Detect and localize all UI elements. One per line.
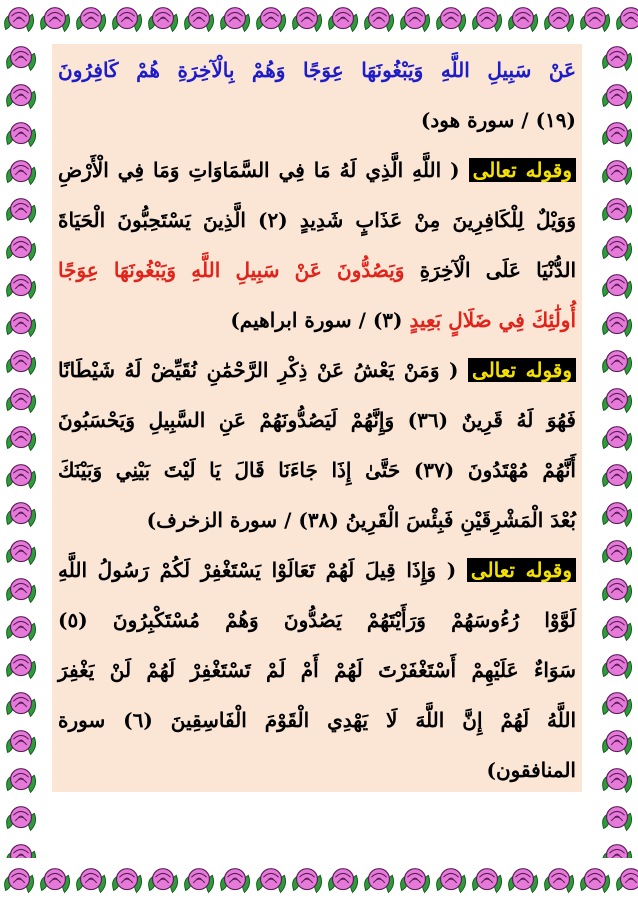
rose-flower-icon: [360, 1, 398, 39]
rose-flower-icon: [396, 1, 434, 39]
verse-text: ( اللَّهِ الَّذِي لَهُ مَا فِي السَّمَاوَاتِ وَمَا فِي الْأَرْضِ: [58, 158, 469, 182]
text-line: [58, 400, 576, 440]
text-line: [58, 100, 576, 140]
rose-flower-icon: [2, 496, 40, 534]
rose-flower-icon: [598, 344, 636, 382]
rose-flower-icon: [598, 116, 636, 154]
rose-flower-icon: [598, 154, 636, 192]
rose-flower-icon: [396, 862, 434, 900]
rose-flower-icon: [598, 648, 636, 686]
rose-flower-icon: [180, 862, 218, 900]
rose-flower-icon: [598, 762, 636, 800]
heading-label: وقوله تعالى: [467, 558, 576, 582]
rose-flower-icon: [598, 420, 636, 458]
rose-flower-icon: [144, 1, 182, 39]
heading-label: وقوله تعالى: [469, 158, 576, 182]
rose-flower-icon: [432, 862, 470, 900]
rose-flower-icon: [2, 306, 40, 344]
text-line: [58, 700, 576, 740]
verse-text: (١٩) / سورة هود): [420, 108, 576, 132]
rose-flower-icon: [598, 724, 636, 762]
text-line: [58, 750, 576, 790]
rose-flower-icon: [540, 1, 578, 39]
rose-flower-icon: [2, 116, 40, 154]
heading-label: وقوله تعالى: [468, 358, 576, 382]
text-line: [58, 550, 576, 590]
verse-text: فَهُوَ لَهُ قَرِينٌ (٣٦) وَإِنَّهُمْ لَيَصُدُّونَهُمْ عَنِ السَّبِيلِ وَيَحْسَبُونَ: [58, 408, 576, 432]
rose-flower-icon: [540, 862, 578, 900]
rose-flower-icon: [612, 1, 638, 39]
rose-flower-icon: [180, 1, 218, 39]
verse-text: سَوَاءٌ عَلَيْهِمْ أَسْتَغْفَرْتَ لَهُمْ أَمْ لَمْ تَسْتَغْفِرْ لَهُمْ لَنْ يَغْفِرَ: [58, 658, 576, 682]
rose-flower-icon: [216, 1, 254, 39]
rose-flower-icon: [216, 862, 254, 900]
rose-flower-icon: [36, 1, 74, 39]
rose-flower-icon: [504, 1, 542, 39]
text-line: [58, 450, 576, 490]
rose-flower-icon: [2, 344, 40, 382]
verse-text: (٣) / سورة ابراهيم): [230, 308, 410, 332]
rose-flower-icon: [2, 800, 40, 838]
rose-flower-icon: [2, 838, 40, 858]
text-line: [58, 200, 576, 240]
text-line: [58, 50, 576, 90]
rose-flower-icon: [598, 458, 636, 496]
rose-flower-icon: [2, 762, 40, 800]
rose-flower-icon: [432, 1, 470, 39]
text-line: [58, 250, 576, 290]
rose-flower-icon: [2, 192, 40, 230]
rose-flower-icon: [598, 496, 636, 534]
rose-flower-icon: [36, 862, 74, 900]
rose-flower-icon: [2, 420, 40, 458]
rose-flower-icon: [598, 610, 636, 648]
rose-flower-icon: [2, 40, 40, 78]
rose-flower-icon: [72, 1, 110, 39]
text-line: [58, 650, 576, 690]
rose-flower-icon: [324, 862, 362, 900]
rose-flower-icon: [468, 862, 506, 900]
verse-text: عَنْ سَبِيلِ اللَّهِ وَيَبْغُونَهَا عِوَجًا وَهُمْ بِالْآخِرَةِ هُمْ كَافِرُونَ: [58, 58, 576, 82]
verse-text: أَنَّهُمْ مُهْتَدُونَ (٣٧) حَتَّىٰ إِذَا جَاءَنَا قَالَ يَا لَيْتَ بَيْنِي وَبَيْنَكَ: [58, 458, 576, 482]
verse-text: وَوَيْلٌ لِلْكَافِرِينَ مِنْ عَذَابٍ شَدِيدٍ (٢) الَّذِينَ يَسْتَحِبُّونَ الْحَيَاةَ: [58, 208, 576, 232]
text-line: [58, 350, 576, 390]
verse-text: المنافقون): [486, 758, 576, 782]
rose-flower-icon: [598, 230, 636, 268]
rose-flower-icon: [2, 268, 40, 306]
rose-flower-icon: [144, 862, 182, 900]
rose-flower-icon: [252, 862, 290, 900]
rose-flower-icon: [360, 862, 398, 900]
rose-flower-icon: [598, 686, 636, 724]
rose-flower-icon: [288, 1, 326, 39]
rose-flower-icon: [2, 648, 40, 686]
rose-flower-icon: [598, 382, 636, 420]
rose-flower-icon: [576, 1, 614, 39]
rose-flower-icon: [598, 268, 636, 306]
rose-flower-icon: [468, 1, 506, 39]
rose-flower-icon: [0, 862, 38, 900]
rose-flower-icon: [598, 306, 636, 344]
rose-flower-icon: [2, 382, 40, 420]
rose-flower-icon: [2, 724, 40, 762]
rose-flower-icon: [612, 862, 638, 900]
text-line: [58, 500, 576, 540]
verse-text: أُولَٰئِكَ فِي ضَلَالٍ بَعِيدٍ: [409, 308, 576, 332]
rose-flower-icon: [576, 862, 614, 900]
rose-flower-icon: [2, 230, 40, 268]
verse-text: الدُّنْيَا عَلَى الْآخِرَةِ: [404, 258, 576, 282]
rose-flower-icon: [598, 838, 636, 858]
rose-flower-icon: [2, 458, 40, 496]
rose-flower-icon: [598, 800, 636, 838]
verse-text: ( وَمَنْ يَعْشُ عَنْ ذِكْرِ الرَّحْمَٰنِ نُقَيِّضْ لَهُ شَيْطَانًا: [58, 358, 469, 382]
rose-flower-icon: [108, 1, 146, 39]
rose-flower-icon: [2, 610, 40, 648]
rose-flower-icon: [2, 534, 40, 572]
verse-text: ( وَإِذَا قِيلَ لَهُمْ تَعَالَوْا يَسْتَغْفِرْ لَكُمْ رَسُولُ اللَّهِ: [58, 558, 467, 582]
rose-flower-icon: [598, 572, 636, 610]
rose-flower-icon: [288, 862, 326, 900]
rose-flower-icon: [252, 1, 290, 39]
right-border: [596, 40, 638, 858]
rose-flower-icon: [72, 862, 110, 900]
text-line: [58, 150, 576, 190]
rose-flower-icon: [2, 154, 40, 192]
rose-flower-icon: [108, 862, 146, 900]
rose-flower-icon: [598, 192, 636, 230]
rose-flower-icon: [504, 862, 542, 900]
rose-flower-icon: [598, 40, 636, 78]
text-panel: [52, 44, 582, 792]
rose-flower-icon: [2, 78, 40, 116]
text-line: [58, 300, 576, 340]
rose-flower-icon: [0, 1, 38, 39]
text-line: [58, 600, 576, 640]
verse-text: بُعْدَ الْمَشْرِقَيْنِ فَبِئْسَ الْقَرِينُ (٣٨) / سورة الزخرف): [146, 508, 576, 532]
left-border: [0, 40, 42, 858]
verse-text: لَوَّوْا رُءُوسَهُمْ وَرَأَيْتَهُمْ يَصُدُّونَ وَهُمْ مُسْتَكْبِرُونَ (٥): [58, 608, 576, 632]
top-border: [0, 0, 638, 40]
verse-text: وَيَصُدُّونَ عَنْ سَبِيلِ اللَّهِ وَيَبْغُونَهَا عِوَجًا: [58, 258, 405, 282]
rose-flower-icon: [598, 534, 636, 572]
rose-flower-icon: [598, 78, 636, 116]
verse-text: اللَّهُ لَهُمْ إِنَّ اللَّهَ لَا يَهْدِي الْقَوْمَ الْفَاسِقِينَ (٦) سورة: [58, 708, 576, 732]
bottom-border: [0, 858, 638, 903]
rose-flower-icon: [324, 1, 362, 39]
rose-flower-icon: [2, 686, 40, 724]
rose-flower-icon: [2, 572, 40, 610]
